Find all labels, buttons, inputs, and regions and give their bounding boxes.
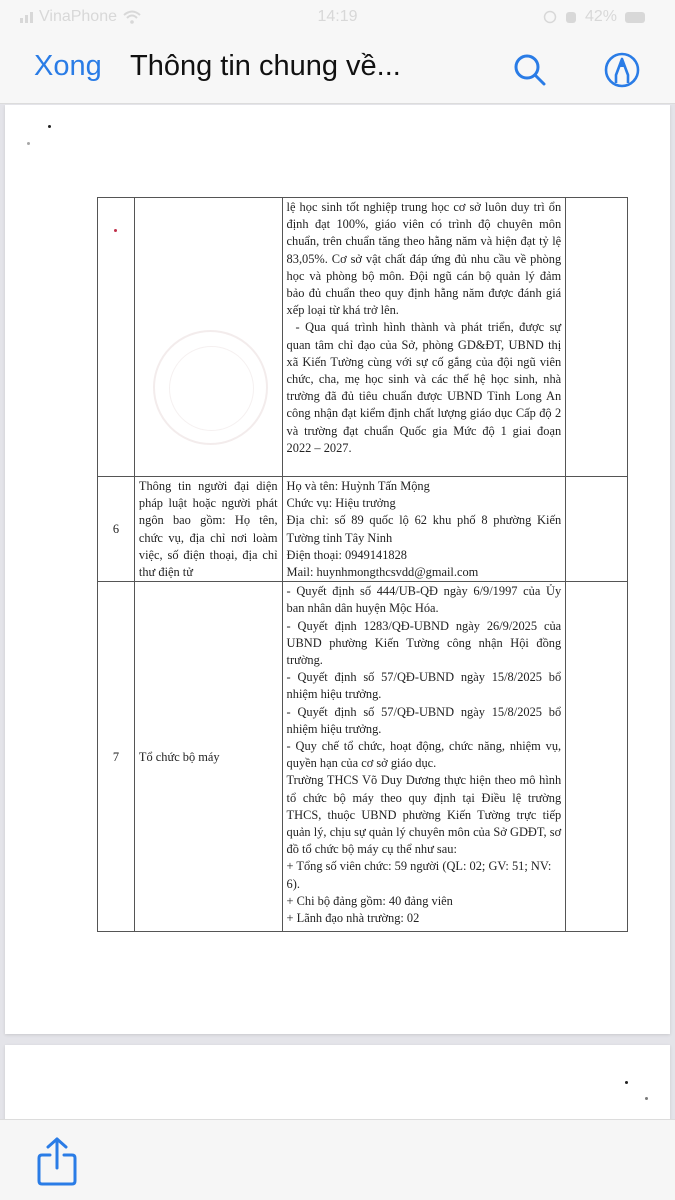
scan-speck	[27, 142, 30, 145]
scan-speck	[645, 1097, 648, 1100]
content-line: - Quyết định số 57/QĐ-UBND ngày 15/8/2025 bổ nhiệm hiệu trưởng.	[286, 704, 562, 736]
cell-name	[134, 198, 282, 477]
document-viewer[interactable]	[0, 105, 675, 1119]
nav-bar	[0, 36, 675, 104]
content-line: Trường THCS Võ Duy Dương thực hiện theo mô hình tổ chức bộ máy theo quy định tại Điều lệ trường THCS, thuộc UBND phường Kiến Tường trực tiếp quản lý, chịu sự quản lý chuyên môn của Sở GDĐT, sơ đồ tổ chức bộ máy cụ thể như sau:	[286, 773, 562, 857]
red-mark	[114, 229, 117, 232]
content-line: + Chi bộ đảng gồm: 40 đảng viên	[286, 893, 453, 908]
scan-speck	[48, 125, 51, 128]
cell-name: Thông tin người đại diện pháp luật hoặc người phát ngôn bao gồm: Họ tên, chức vụ, địa chỉ nơi loàm việc, số điện thoại, địa chỉ thư điện tử	[134, 477, 282, 582]
alarm-icon	[565, 10, 577, 24]
cell-note	[566, 477, 628, 582]
table-row	[98, 582, 628, 932]
rep-name: Họ và tên: Huỳnh Tấn Mộng	[286, 479, 430, 493]
content-line: - Quyết định số 57/QĐ-UBND ngày 15/8/2025 bổ nhiệm hiệu trưởng.	[286, 670, 562, 702]
document-title: Thông tin chung về...	[130, 50, 401, 82]
search-icon[interactable]	[510, 50, 550, 90]
content-paragraph: lệ học sinh tốt nghiệp trung học cơ sở luôn duy trì ổn định đạt 100%, giáo viên có trình độ chuyên môn chuẩn, trên chuẩn tăng theo hằng năm và hiện đạt tỷ lệ 83,05%. Cơ sở vật chất đáp ứng đủ nhu cầu về phòng học và phòng bộ môn. Đội ngũ cán bộ quản lý đảm bảo đủ chuẩn theo quy định hằng năm được đánh giá xếp loại từ khá trở lên.	[286, 200, 562, 318]
content-line: + Lãnh đạo nhà trường: 02	[286, 911, 420, 926]
cell-stt: 6	[98, 477, 135, 582]
cell-stt: 7	[98, 582, 135, 932]
cell-name: Tổ chức bộ máy	[134, 582, 282, 932]
info-table	[97, 197, 628, 932]
cell-note	[566, 582, 628, 932]
rep-address: Địa chỉ: số 89 quốc lộ 62 khu phố 8 phường Kiến Tường tỉnh Tây Ninh	[286, 513, 562, 545]
battery-percent: 42%	[584, 8, 617, 25]
document-page-1	[5, 105, 670, 1034]
content-line: - Quy chế tổ chức, hoạt động, chức năng, nhiệm vụ, quyền hạn của cơ sở giáo dục.	[286, 739, 562, 771]
orientation-lock-icon	[543, 10, 557, 24]
bottom-toolbar	[0, 1119, 675, 1200]
status-right	[543, 8, 645, 26]
cell-content	[282, 198, 566, 477]
cell-stt	[98, 198, 135, 477]
content-line: - Quyết định số 444/UB-QĐ ngày 6/9/1997 của Ủy ban nhân dân huyện Mộc Hóa.	[286, 584, 562, 616]
content-line: + Tổng số viên chức: 59 người (QL: 02; GV: 51; NV: 6).	[286, 859, 552, 891]
share-icon[interactable]	[36, 1136, 78, 1186]
rep-email: Mail: huynhmongthcsvdd@gmail.com	[286, 565, 479, 580]
content-line: - Quyết định 1283/QĐ-UBND ngày 26/9/2025 của UBND phường Kiến Tường công nhận Hội đồng trường.	[286, 618, 562, 668]
markup-pen-icon[interactable]	[602, 50, 642, 90]
cell-note	[566, 198, 628, 477]
table-row	[98, 477, 628, 582]
cell-content	[282, 477, 566, 582]
scan-speck	[625, 1081, 628, 1084]
table-row	[98, 198, 628, 477]
rep-phone: Điện thoại: 0949141828	[286, 547, 407, 562]
status-bar	[0, 0, 675, 36]
cell-content	[282, 582, 566, 932]
rep-position: Chức vụ: Hiệu trưởng	[286, 496, 396, 511]
battery-icon	[625, 12, 645, 23]
carrier-name: VinaPhone	[39, 8, 117, 25]
document-page-2	[5, 1045, 670, 1119]
content-paragraph: - Qua quá trình hình thành và phát triển, được sự quan tâm chỉ đạo của Sở, phòng GD&ĐT, UBND thị xã Kiến Tường cùng với sự cố gắng của đội ngũ viên chức, cha, mẹ học sinh và các thế hệ học sinh, nhà trường đã đủ tiêu chuẩn được UBND Tỉnh Long An công nhận đạt kiểm định chất lượng giáo dục Cấp độ 2 và trường đạt chuẩn Quốc gia Mức độ 1 giai đoạn 2022 – 2027.	[286, 320, 562, 455]
done-button[interactable]: Xong	[34, 50, 102, 82]
status-time: 14:19	[317, 8, 358, 25]
